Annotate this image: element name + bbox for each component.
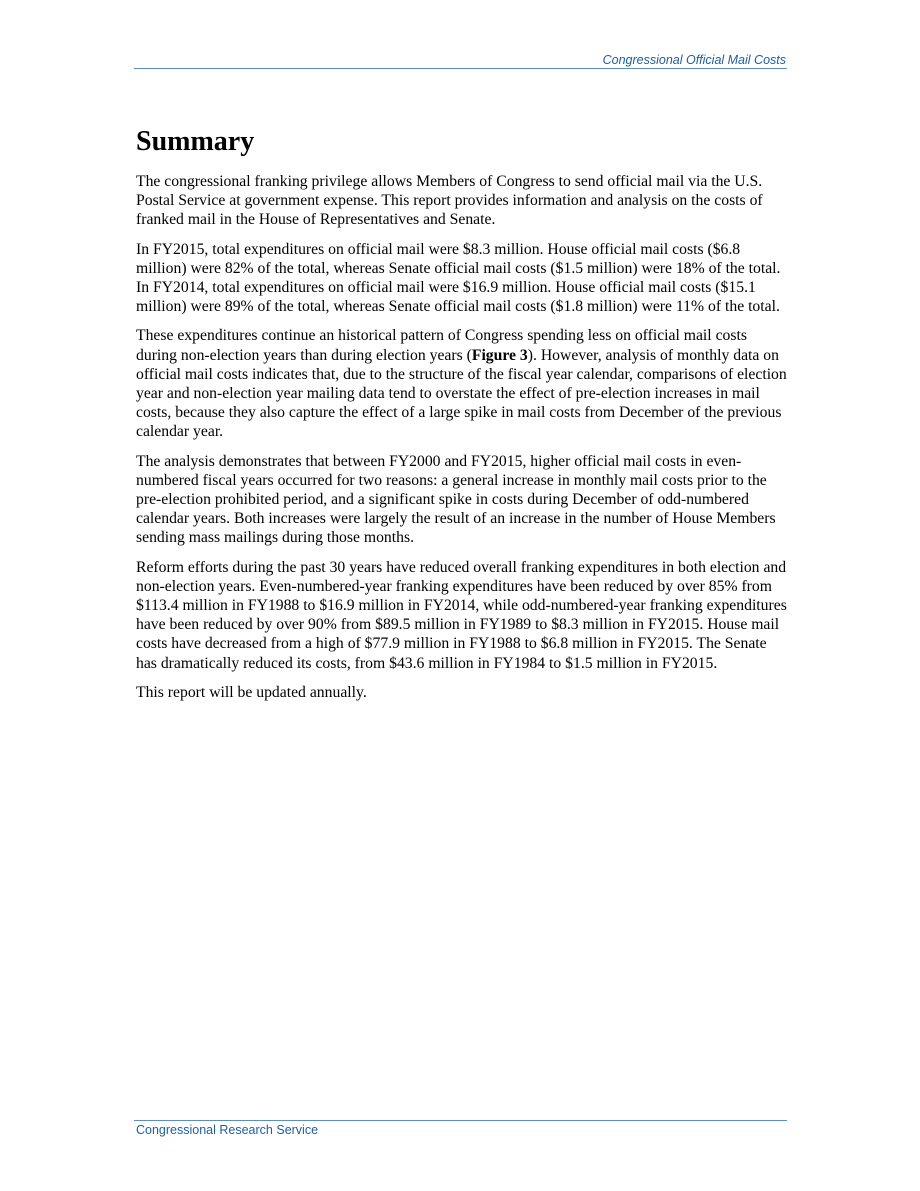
footer-organization: Congressional Research Service [136,1123,319,1137]
paragraph-text-segment: ). However, analysis of monthly data on official mail costs indicates that, due to the structure of the fiscal year calendar, comparisons of election year and non-election year mailing data tend to overstate the effect of pre-election increases in mail costs, because they also capture the effect of a large spike in mail costs from December of the previous calendar year. [136,346,787,441]
running-header-title: Congressional Official Mail Costs [602,53,786,67]
paragraph-text-segment: These expenditures continue an historical pattern of Congress spending less on official mail costs during non-election years than during election years ( [136,327,747,364]
header-divider [134,68,787,69]
summary-section [136,124,788,712]
paragraph-fy-expenditures: In FY2015, total expenditures on official mail were $8.3 million. House official mail costs ($6.8 million) were 82% of the total, whereas Senate official mail costs ($1.5 million) were 18% of the total. In FY2014, total expenditures on official mail were $16.9 million. House official mail costs ($15.1 million) were 89% of the total, whereas Senate official mail costs ($1.8 million) were 11% of the total. [136,240,781,316]
paragraph-update-note: This report will be updated annually. [136,683,367,701]
paragraph-historical-pattern [136,326,788,441]
section-heading: Summary [136,126,255,157]
footer-divider [134,1120,787,1121]
paragraph-reform-efforts: Reform efforts during the past 30 years have reduced overall franking expenditures in both election and non-election years. Even-numbered-year franking expenditures have been reduced by over 85% from $113.4 million in FY1988 to $16.9 million in FY2014, while odd-numbered-year franking expenditures have been reduced by over 90% from $89.5 million in FY1989 to $8.3 million in FY2015. House mail costs have decreased from a high of $77.9 million in FY1988 to $6.8 million in FY2015. The Senate has dramatically reduced its costs, from $43.6 million in FY1984 to $1.5 million in FY2015. [136,558,787,672]
paragraph-analysis: The analysis demonstrates that between FY2000 and FY2015, higher official mail costs in even-numbered fiscal years occurred for two reasons: a general increase in monthly mail costs prior to the pre-election prohibited period, and a significant spike in costs during December of odd-numbered calendar years. Both increases were largely the result of an increase in the number of House Members sending mass mailings during those months. [136,452,776,547]
paragraph-intro: The congressional franking privilege allows Members of Congress to send official mail via the U.S. Postal Service at government expense. This report provides information and analysis on the costs of franked mail in the House of Representatives and Senate. [136,173,763,229]
figure-reference: Figure 3 [471,346,528,364]
